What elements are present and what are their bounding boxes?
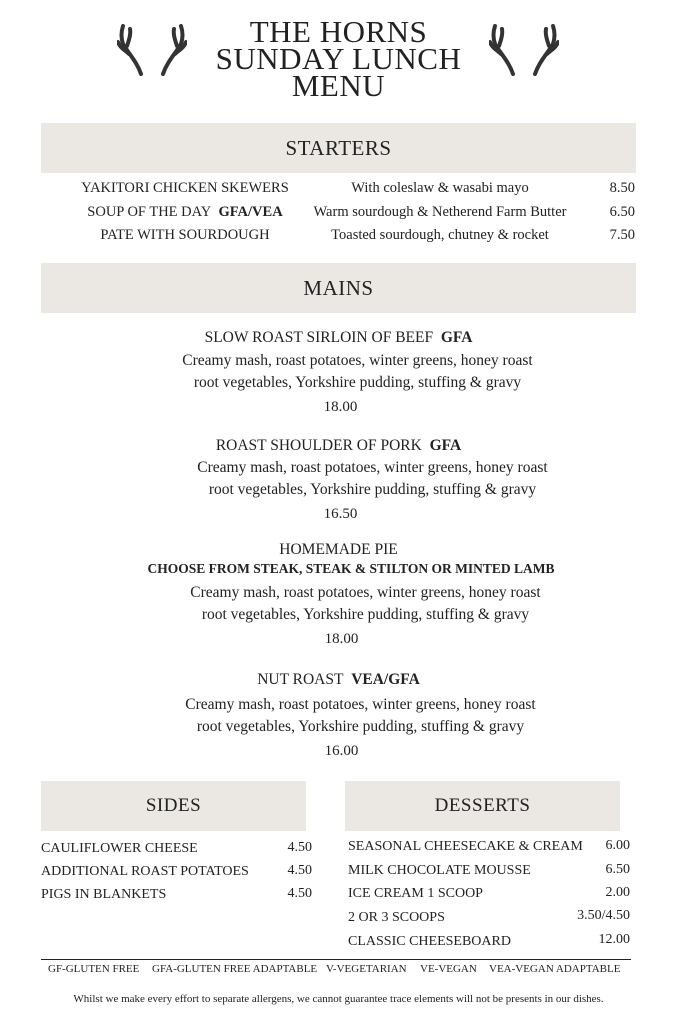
side-name: CAULIFLOWER CHEESE [41,841,198,856]
starter-price: 6.50 [609,204,635,220]
main-name: NUT ROAST [257,671,344,688]
starter-name: YAKITORI CHICKEN SKEWERS [81,180,289,196]
main-desc [0,694,677,737]
main-name: HOMEMADE PIE [279,541,398,558]
starter-price: 8.50 [609,180,635,196]
main-desc-line: root vegetables, Yorkshire pudding, stuffing & gravy [196,717,525,735]
side-price: 4.50 [287,840,312,855]
main-price: 16.50 [323,506,358,522]
title-line: SUNDAY LUNCH [215,41,462,76]
dessert-price: 12.00 [598,932,630,947]
side-price: 4.50 [287,863,312,878]
main-price: 18.00 [323,399,358,415]
main-desc-line: Creamy mash, roast potatoes, winter greens, honey roast [182,352,533,369]
starter-price: 7.50 [609,227,635,243]
page-title [0,14,677,103]
starter-name-row [60,204,310,221]
main-desc-line: root vegetables, Yorkshire pudding, stuffing & gravy [208,480,537,498]
starter-desc: Toasted sourdough, chutney & rocket [331,227,549,243]
title-line: THE HORNS [249,14,428,49]
main-desc-line: Creamy mash, roast potatoes, winter greens, honey roast [197,459,548,476]
starter-name: PATE WITH SOURDOUGH [100,227,270,243]
side-name: ADDITIONAL ROAST POTATOES [41,864,249,879]
dietary-tag: VEA/GFA [351,671,420,688]
main-subtitle: CHOOSE FROM STEAK, STEAK & STILTON OR MINTED LAMB [147,561,555,576]
main-desc [0,457,677,500]
mains-heading: MAINS [41,263,636,313]
sides-heading: SIDES [41,781,306,831]
main-desc-line: Creamy mash, roast potatoes, winter greens, honey roast [185,696,536,713]
starter-desc: With coleslaw & wasabi mayo [351,180,529,196]
dietary-tag: GFA [429,437,462,454]
allergen-disclaimer: Whilst we make every effort to separate allergens, we cannot guarantee trace elements will not be presents in our dishes. [73,993,604,1005]
main-desc-line: root vegetables, Yorkshire pudding, stuffing & gravy [201,605,530,623]
dessert-price: 2.00 [605,885,630,900]
main-title [0,437,677,455]
dessert-price: 3.50/4.50 [577,908,630,923]
legend-item: GF-GLUTEN FREE [48,963,140,975]
main-desc-line: root vegetables, Yorkshire pudding, stuffing & gravy [193,373,522,391]
divider [41,959,631,960]
side-name: PIGS IN BLANKETS [41,887,167,902]
starters-heading: STARTERS [41,123,636,173]
main-title [0,329,677,347]
dessert-name: SEASONAL CHEESECAKE & CREAM [348,839,583,854]
main-price: 16.00 [324,743,359,759]
main-name: SLOW ROAST SIRLOIN OF BEEF [204,329,434,346]
legend-item: GFA-GLUTEN FREE ADAPTABLE [152,963,318,975]
dessert-name: 2 OR 3 SCOOPS [348,910,445,925]
dietary-tag: GFA/VEA [218,204,283,220]
main-desc [0,350,677,393]
dessert-price: 6.50 [605,862,630,877]
main-title [0,671,677,689]
dessert-name: CLASSIC CHEESEBOARD [348,934,511,949]
legend-item: VEA-VEGAN ADAPTABLE [489,963,621,975]
starter-desc: Warm sourdough & Netherend Farm Butter [313,204,567,220]
dessert-price: 6.00 [605,838,630,853]
starter-name: SOUP OF THE DAY [87,204,212,220]
main-desc-line: Creamy mash, roast potatoes, winter greens, honey roast [190,584,541,601]
side-price: 4.50 [287,886,312,901]
dessert-name: MILK CHOCOLATE MOUSSE [348,863,531,878]
dietary-tag: GFA [440,329,473,346]
legend-item: V-VEGETARIAN [326,963,407,975]
dessert-name: ICE CREAM 1 SCOOP [348,886,483,901]
title-line: MENU [291,68,386,103]
main-name: ROAST SHOULDER OF PORK [215,437,422,454]
main-price: 18.00 [324,631,359,647]
desserts-heading: DESSERTS [345,781,620,831]
legend-item: VE-VEGAN [420,963,477,975]
main-desc [0,582,677,625]
